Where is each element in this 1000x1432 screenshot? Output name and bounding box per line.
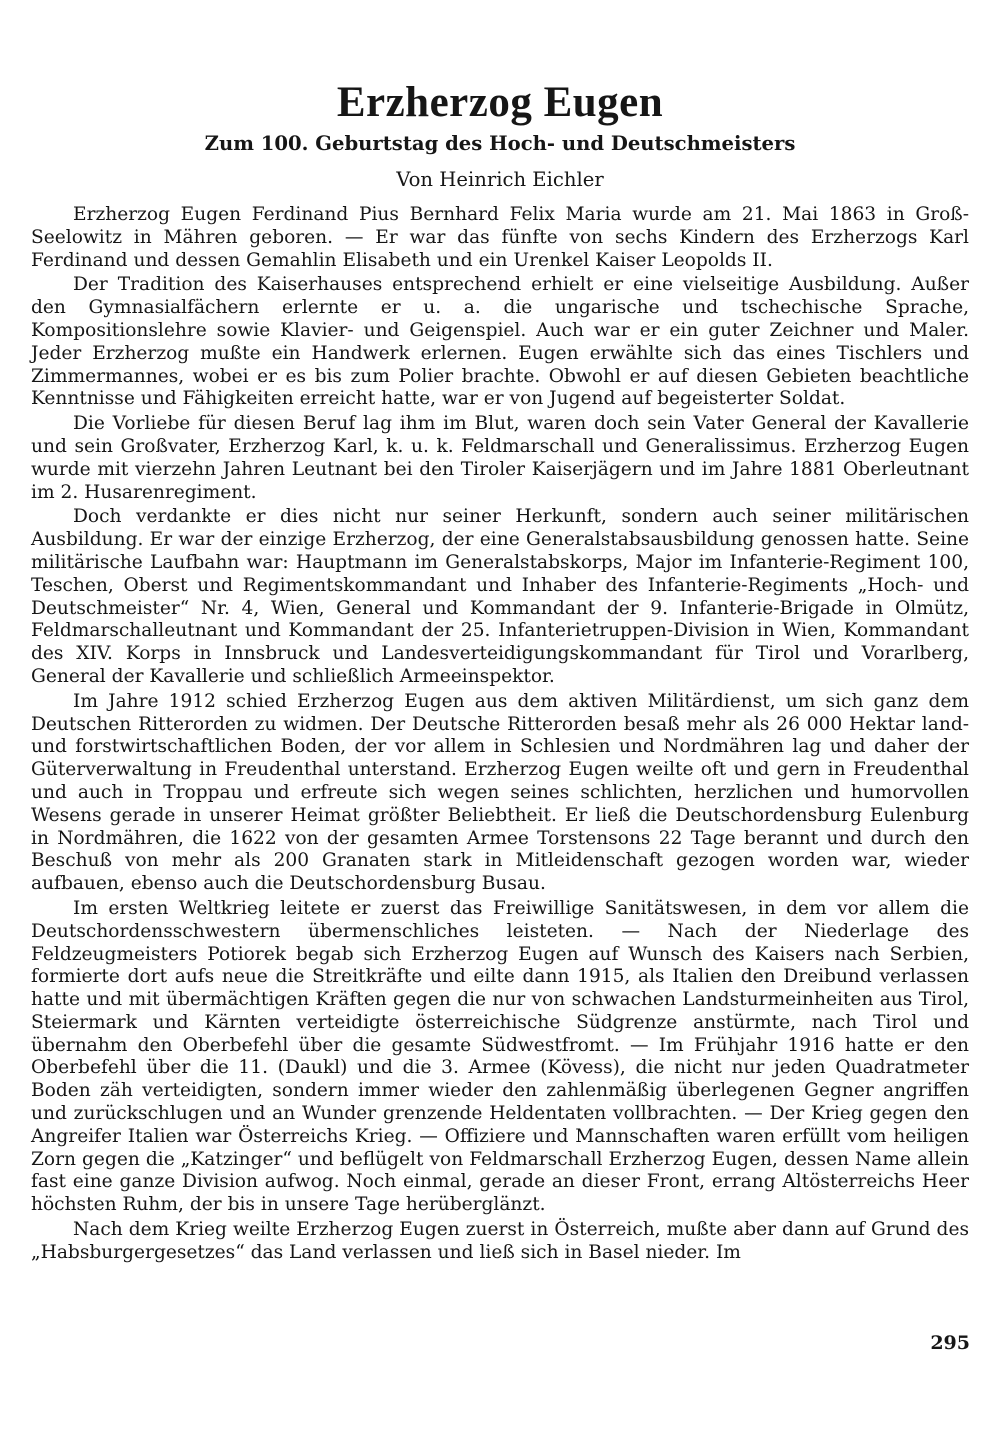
paragraph: Der Tradition des Kaiserhauses entsprechend erhielt er eine vielseitige Ausbildung. Außer den Gymnasialfächern erlernte er u. a. die ungarische und tschechische Sprache, Kompositionslehre sowie Klavier- und Geigenspiel. Auch war er ein guter Zeichner und Maler. Jeder Erzherzog mußte ein Handwerk erlernen. Eugen erwählte sich das eines Tischlers und Zimmermannes, wobei er es bis zum Polier brachte. Obwohl er auf diesen Gebieten beachtliche Kenntnisse und Fähigkeiten erreicht hatte, war er von Jugend auf begeisterter Soldat.	[31, 274, 969, 410]
page	[31, 76, 969, 1265]
article-body	[31, 204, 969, 1265]
paragraph: Doch verdankte er dies nicht nur seiner Herkunft, sondern auch seiner militärischen Ausbildung. Er war der einzige Erzherzog, der eine Generalstabsausbildung genossen hatte. Seine militärische Laufbahn war: Hauptmann im Generalstabskorps, Major im Infanterie-Regiment 100, Teschen, Oberst und Regimentskommandant und Inhaber des Infanterie-Regiments „Hoch- und Deutschmeister“ Nr. 4, Wien, General und Kommandant der 9. Infanterie-Brigade in Olmütz, Feldmarschalleutnant und Kommandant der 25. Infanterietruppen-Division in Wien, Kommandant des XIV. Korps in Innsbruck und Landesverteidigungskommandant für Tirol und Vorarlberg, General der Kavallerie und schließlich Armeeinspektor.	[31, 506, 969, 687]
page-number: 295	[930, 1332, 970, 1354]
paragraph: Nach dem Krieg weilte Erzherzog Eugen zuerst in Österreich, mußte aber dann auf Grund des „Habsburgergesetzes“ das Land verlassen und ließ sich in Basel nieder. Im	[31, 1219, 969, 1263]
article-subtitle: Zum 100. Geburtstag des Hoch- und Deutschmeisters	[204, 132, 796, 155]
paragraph: Im ersten Weltkrieg leitete er zuerst das Freiwillige Sanitätswesen, in dem vor allem die Deutschordensschwestern übermenschliches leisteten. — Nach der Niederlage des Feldzeugmeisters Potiorek begab sich Erzherzog Eugen auf Wunsch des Kaisers nach Serbien, formierte dort aufs neue die Streitkräfte und eilte dann 1915, als Italien den Dreibund verlassen hatte und mit übermächtigen Kräften gegen die nur von schwachen Landsturmeinheiten aus Tirol, Steiermark und Kärnten verteidigte österreichische Südgrenze anstürmte, nach Tirol und übernahm den Oberbefehl über die gesamte Südwestfromt. — Im Frühjahr 1916 hatte er den Oberbefehl über die 11. (Daukl) und die 3. Armee (Kövess), die nicht nur jeden Quadratmeter Boden zäh verteidigten, sondern immer wieder den zahlenmäßig überlegenen Gegner angriffen und zurückschlugen und an Wunder grenzende Heldentaten vollbrachten. — Der Krieg gegen den Angreifer Italien war Österreichs Krieg. — Offiziere und Mannschaften waren erfüllt vom heiligen Zorn gegen die „Katzinger“ und beflügelt von Feldmarschall Erzherzog Eugen, dessen Name allein fast eine ganze Division aufwog. Noch einmal, gerade an dieser Front, errang Altösterreichs Heer höchsten Ruhm, der bis in unsere Tage herüberglänzt.	[31, 897, 969, 1216]
article-byline: Von Heinrich Eichler	[396, 168, 604, 191]
paragraph: Im Jahre 1912 schied Erzherzog Eugen aus dem aktiven Militärdienst, um sich ganz dem Deutschen Ritterorden zu widmen. Der Deutsche Ritterorden besaß mehr als 26 000 Hektar land- und forstwirtschaftlichen Boden, der vor allem in Schlesien und Nordmähren lag und daher der Güterverwaltung in Freudenthal unterstand. Erzherzog Eugen weilte oft und gern in Freudenthal und auch in Troppau und erfreute sich wegen seines schlichten, herzlichen und humorvollen Wesens gerade in unserer Heimat größter Beliebtheit. Er ließ die Deutschordensburg Eulenburg in Nordmähren, die 1622 von der gesamten Armee Torstensons 22 Tage berannt und durch den Beschuß von mehr als 200 Granaten stark in Mitleidenschaft gezogen worden war, wieder aufbauen, ebenso auch die Deutschordensburg Busau.	[31, 690, 969, 895]
paragraph: Erzherzog Eugen Ferdinand Pius Bernhard Felix Maria wurde am 21. Mai 1863 in Groß-Seelowitz in Mähren geboren. — Er war das fünfte von sechs Kindern des Erzherzogs Karl Ferdinand und dessen Gemahlin Elisabeth und ein Urenkel Kaiser Leopolds II.	[31, 204, 969, 271]
article-title: Erzherzog Eugen	[336, 79, 664, 126]
paragraph: Die Vorliebe für diesen Beruf lag ihm im Blut, waren doch sein Vater General der Kavallerie und sein Großvater, Erzherzog Karl, k. u. k. Feldmarschall und Generalissimus. Erzherzog Eugen wurde mit vierzehn Jahren Leutnant bei den Tiroler Kaiserjägern und im Jahre 1881 Oberleutnant im 2. Husarenregiment.	[31, 413, 969, 503]
